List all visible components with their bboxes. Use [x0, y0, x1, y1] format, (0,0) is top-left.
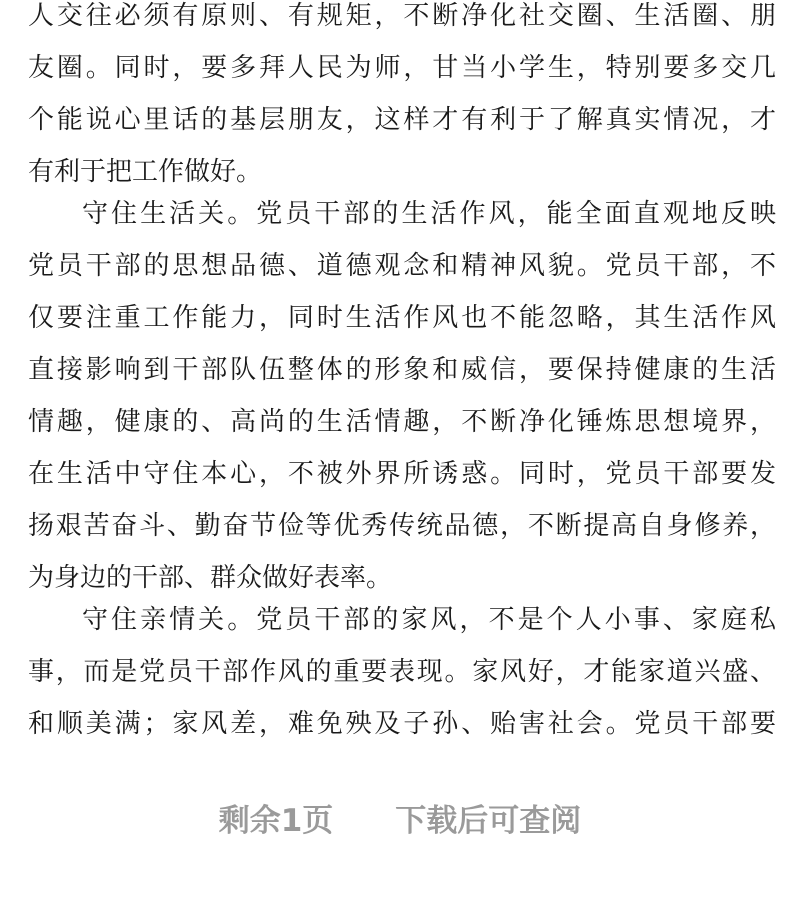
remaining-pages-label: 剩余1页: [218, 803, 334, 839]
text-line: 守住亲情关。党员干部的家风，不是个人小事、家庭私: [82, 605, 776, 635]
download-prompt[interactable]: [0, 795, 800, 840]
text-line: 扬艰苦奋斗、勤奋节俭等优秀传统品德，不断提高自身修养，: [28, 511, 776, 541]
text-line: 直接影响到干部队伍整体的形象和威信，要保持健康的生活: [28, 355, 776, 385]
text-line: 有利于把工作做好。: [28, 157, 263, 187]
text-line: 在生活中守住本心，不被外界所诱惑。同时，党员干部要发: [28, 459, 776, 489]
paragraph-life: [28, 188, 776, 604]
text-line: 人交往必须有原则、有规矩，不断净化社交圈、生活圈、朋: [28, 1, 776, 31]
paragraph-family: [28, 594, 776, 750]
paragraph-continuation: [28, 0, 776, 198]
text-line: 和顺美满；家风差，难免殃及子孙、贻害社会。党员干部要: [28, 709, 776, 739]
download-to-view-label[interactable]: 下载后可查阅: [395, 803, 582, 839]
text-line: 友圈。同时，要多拜人民为师，甘当小学生，特别要多交几: [28, 53, 776, 83]
text-line: 仅要注重工作能力，同时生活作风也不能忽略，其生活作风: [28, 303, 776, 333]
document-body: [28, 0, 776, 750]
text-line: 个能说心里话的基层朋友，这样才有利于了解真实情况，才: [28, 105, 776, 135]
text-line: 守住生活关。党员干部的生活作风，能全面直观地反映: [82, 199, 776, 229]
text-line: 事，而是党员干部作风的重要表现。家风好，才能家道兴盛、: [28, 657, 776, 687]
text-line: 情趣，健康的、高尚的生活情趣，不断净化锤炼思想境界，: [28, 407, 776, 437]
text-line: 为身边的干部、群众做好表率。: [28, 563, 393, 593]
text-line: 党员干部的思想品德、道德观念和精神风貌。党员干部，不: [28, 251, 776, 281]
